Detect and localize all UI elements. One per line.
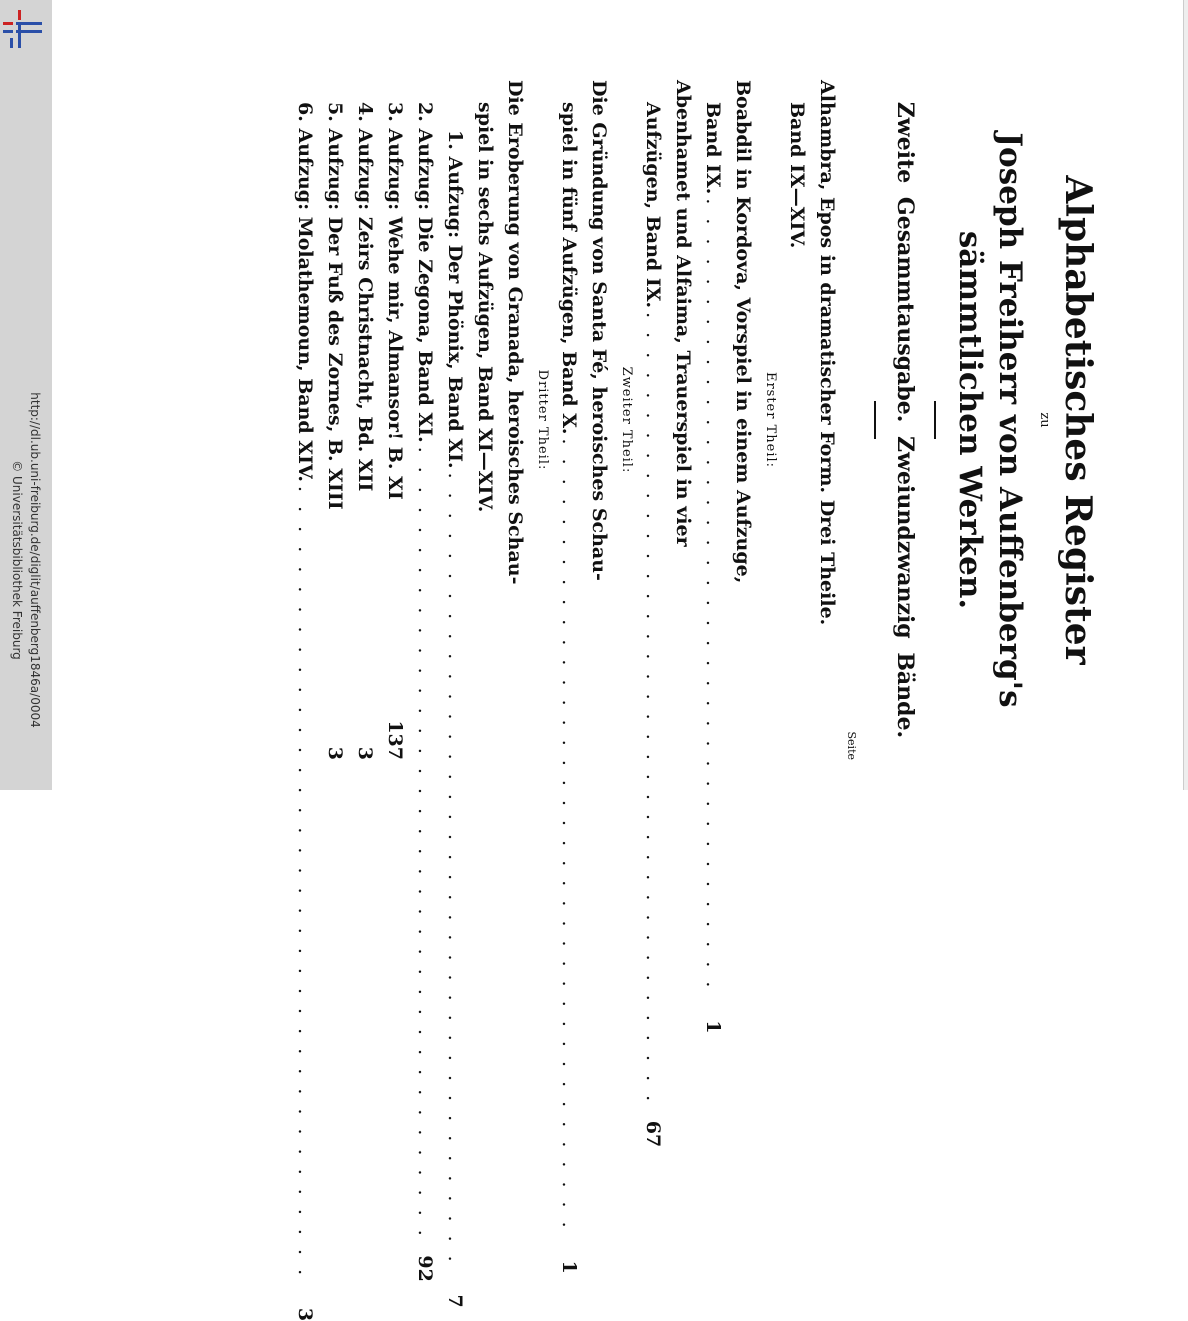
edition-line: Zweite Gesammtausgabe. Zweiundzwanzig Bände. [892, 101, 918, 739]
dot-leader: . . . . . . . . . . . . . . . . . . . . . . . . . . . . . . . . . . . . . . . . [558, 438, 580, 1232]
entry-page-number: 137 [384, 720, 406, 760]
dot-leader: . . . . . . . . . . . . . . . . . . . . . . . . . . . . . . . . . . . . . . . . [642, 312, 664, 1106]
title-connector: zu [1037, 412, 1052, 428]
register-entry [380, 80, 410, 760]
page-column-label: Seite [845, 731, 858, 760]
entry-page-number: 3 [354, 746, 376, 760]
part-heading: Zweiter Theil: [619, 366, 634, 474]
entry-text: 2. Aufzug: Die Zegona, Band XI. [414, 102, 436, 443]
register-entry [500, 80, 530, 760]
entry-text: 3. Aufzug: Wehe mir, Almansor! B. XI [384, 102, 406, 500]
entry-text: 6. Aufzug: Molathemoun, Band XIV. [294, 102, 316, 482]
entry-page-number: 1 [558, 1260, 580, 1274]
entry-text: Aufzügen, Band IX. [642, 102, 664, 309]
entry-page-number: 1 [702, 1020, 724, 1034]
entry-text: Die Eroberung von Granada, heroisches Schau- [504, 80, 526, 585]
entry-text: Band IX—XIV. [786, 102, 808, 249]
register-entry [638, 80, 668, 1148]
register-entry [410, 80, 440, 1282]
entry-page-number: 92 [414, 1255, 436, 1282]
copyright-notice: © Universitätsbibliothek Freiburg [10, 460, 24, 660]
register-entry [812, 80, 842, 760]
entry-text: 5. Aufzug: Der Fuß des Zornes, B. XIII [324, 102, 346, 510]
part-heading: Erster Theil: [763, 371, 778, 469]
register-title: Alphabetisches Register [1057, 175, 1099, 665]
entry-text: spiel in sechs Aufzügen, Band XI—XIV. [474, 102, 496, 513]
entry-page-number: 3 [294, 1307, 316, 1321]
dot-leader: . . . . . . . . . . . . . . . . . . . . . . . . . . . . . . . . . . . . . . . . [702, 198, 724, 992]
divider-rule [934, 401, 936, 439]
dot-leader: . . . . . . . . . . . . . . . . . . . . . . . . . . . . . . . . . . . . . . . . [294, 486, 316, 1280]
entry-page-number: 3 [324, 746, 346, 760]
register-entry [782, 80, 812, 760]
entry-text: Abenhamet und Alfaima, Trauerspiel in vier [672, 80, 694, 547]
entry-page-number: 7 [444, 1294, 466, 1308]
register-entry [554, 80, 584, 1274]
entry-text: Die Gründung von Santa Fé, heroisches Schau- [588, 80, 610, 581]
register-entry [728, 80, 758, 760]
page-edge [1183, 0, 1188, 790]
library-logo-icon[interactable] [2, 8, 44, 50]
author-line-2: sämmtlichen Werken. [952, 230, 988, 610]
source-url[interactable]: http://dl.ub.uni-freiburg.de/diglit/auffenberg1846a/0004 [28, 392, 42, 728]
sidebar-source-info [8, 392, 44, 727]
register-entry [350, 80, 380, 760]
author-line-1: Joseph Freiherr von Auffenberg's [992, 132, 1028, 708]
entry-text: Alhambra, Epos in dramatischer Form. Drei Theile. [816, 80, 838, 626]
register-entry [470, 80, 500, 760]
entry-page-number: 67 [642, 1120, 664, 1148]
divider-rule-2 [874, 401, 876, 439]
entry-text: spiel in fünf Aufzügen, Band X. [558, 102, 580, 435]
register-entry [440, 80, 470, 1308]
register-entry [320, 80, 350, 760]
scanned-page [52, 0, 1188, 1321]
part-heading: Dritter Theil: [535, 369, 550, 471]
register-entry [584, 80, 614, 760]
page-content [184, 80, 1104, 1321]
viewer-sidebar [0, 0, 52, 790]
entry-text: 4. Aufzug: Zeirs Christnacht, Bd. XII [354, 102, 376, 492]
dot-leader: . . . . . . . . . . . . . . . . . . . . . . . . . . . . . . . . . . . . . . . . [414, 446, 436, 1240]
register-entry [668, 80, 698, 760]
register-entry [698, 80, 728, 1034]
register-entry [290, 80, 320, 1321]
entry-text: Band IX. [702, 102, 724, 195]
dot-leader: . . . . . . . . . . . . . . . . . . . . . . . . . . . . . . . . . . . . . . . . [444, 472, 466, 1266]
register-entries [290, 80, 842, 1321]
entry-text: Boabdil in Kordova, Vorspiel in einem Aufzuge, [732, 80, 754, 584]
entry-text: 1. Aufzug: Der Phönix, Band XI. [444, 130, 466, 469]
